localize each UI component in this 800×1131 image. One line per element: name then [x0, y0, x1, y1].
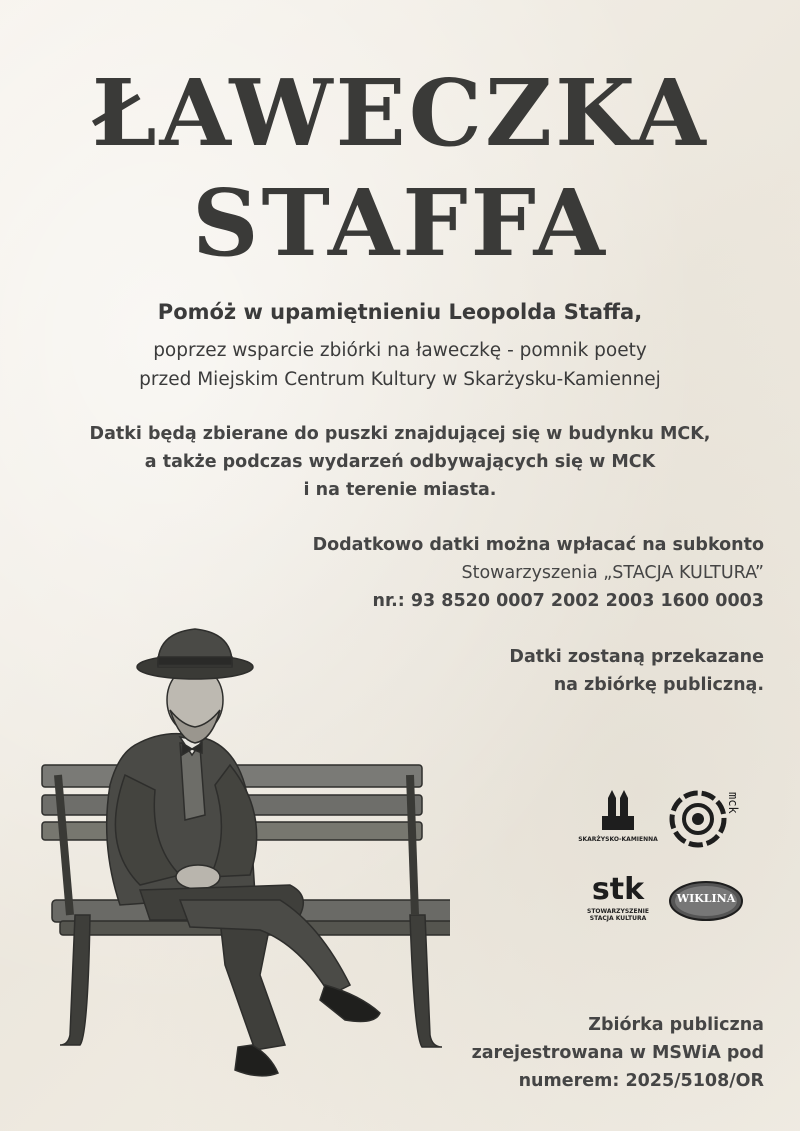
transfer-paragraph: [509, 643, 764, 699]
donations-paragraph: [0, 420, 800, 504]
stacja-caption-top: STOWARZYSZENIE: [587, 908, 649, 915]
sub-line-2: przed Miejskim Centrum Kultury w Skarżysku-Kamiennej: [139, 369, 661, 390]
account-line-1: Dodatkowo datki można wpłacać na subkonto: [312, 535, 764, 555]
registration-line-1: Zbiórka publiczna: [588, 1015, 764, 1035]
registration-line-3: numerem: 2025/5108/OR: [518, 1071, 764, 1091]
mck-logo-text: mck: [726, 792, 740, 814]
account-number: 93 8520 0007 2002 2003 1600 0003: [410, 591, 764, 611]
poet-on-bench-illustration: [30, 615, 450, 1125]
church-towers-icon: [578, 790, 658, 832]
account-paragraph: [313, 531, 764, 615]
wiklina-logo: [668, 880, 744, 922]
stacja-caption-bottom: STACJA KULTURA: [589, 915, 647, 922]
registration-line-2: zarejestrowana w MSWiA pod: [471, 1043, 764, 1063]
account-line-2: Stowarzyszenia „STACJA KULTURA”: [461, 563, 764, 583]
wiklina-logo-text: WIKLINA: [676, 892, 736, 905]
sub-line-1: poprzez wsparcie zbiórki na ławeczkę - pomnik poety: [153, 340, 647, 361]
donations-line-2: a także podczas wydarzeń odbywających się w MCK: [144, 452, 656, 472]
stacja-kultura-mark: stk: [591, 872, 645, 907]
stacja-kultura-logo: [578, 872, 658, 932]
registration-paragraph: [472, 1011, 764, 1095]
account-prefix: nr.:: [372, 591, 411, 611]
donations-line-1: Datki będą zbierane do puszki znajdującej się w budynku MCK,: [89, 424, 711, 444]
title-line-1: ŁAWECZKA: [91, 59, 709, 167]
transfer-line-1: Datki zostaną przekazane: [509, 647, 764, 667]
skarzysko-kamienna-logo: [578, 790, 658, 845]
mck-logo: [668, 786, 740, 852]
lead-text: Pomóż w upamiętnieniu Leopolda Staffa,: [157, 300, 643, 324]
donations-line-3: i na terenie miasta.: [303, 480, 497, 500]
skarzysko-logo-caption: SKARŻYSKO-KAMIENNA: [578, 836, 658, 843]
transfer-line-2: na zbiórkę publiczną.: [553, 675, 764, 695]
title-line-2: STAFFA: [192, 169, 608, 277]
account-line-3: [313, 587, 764, 615]
